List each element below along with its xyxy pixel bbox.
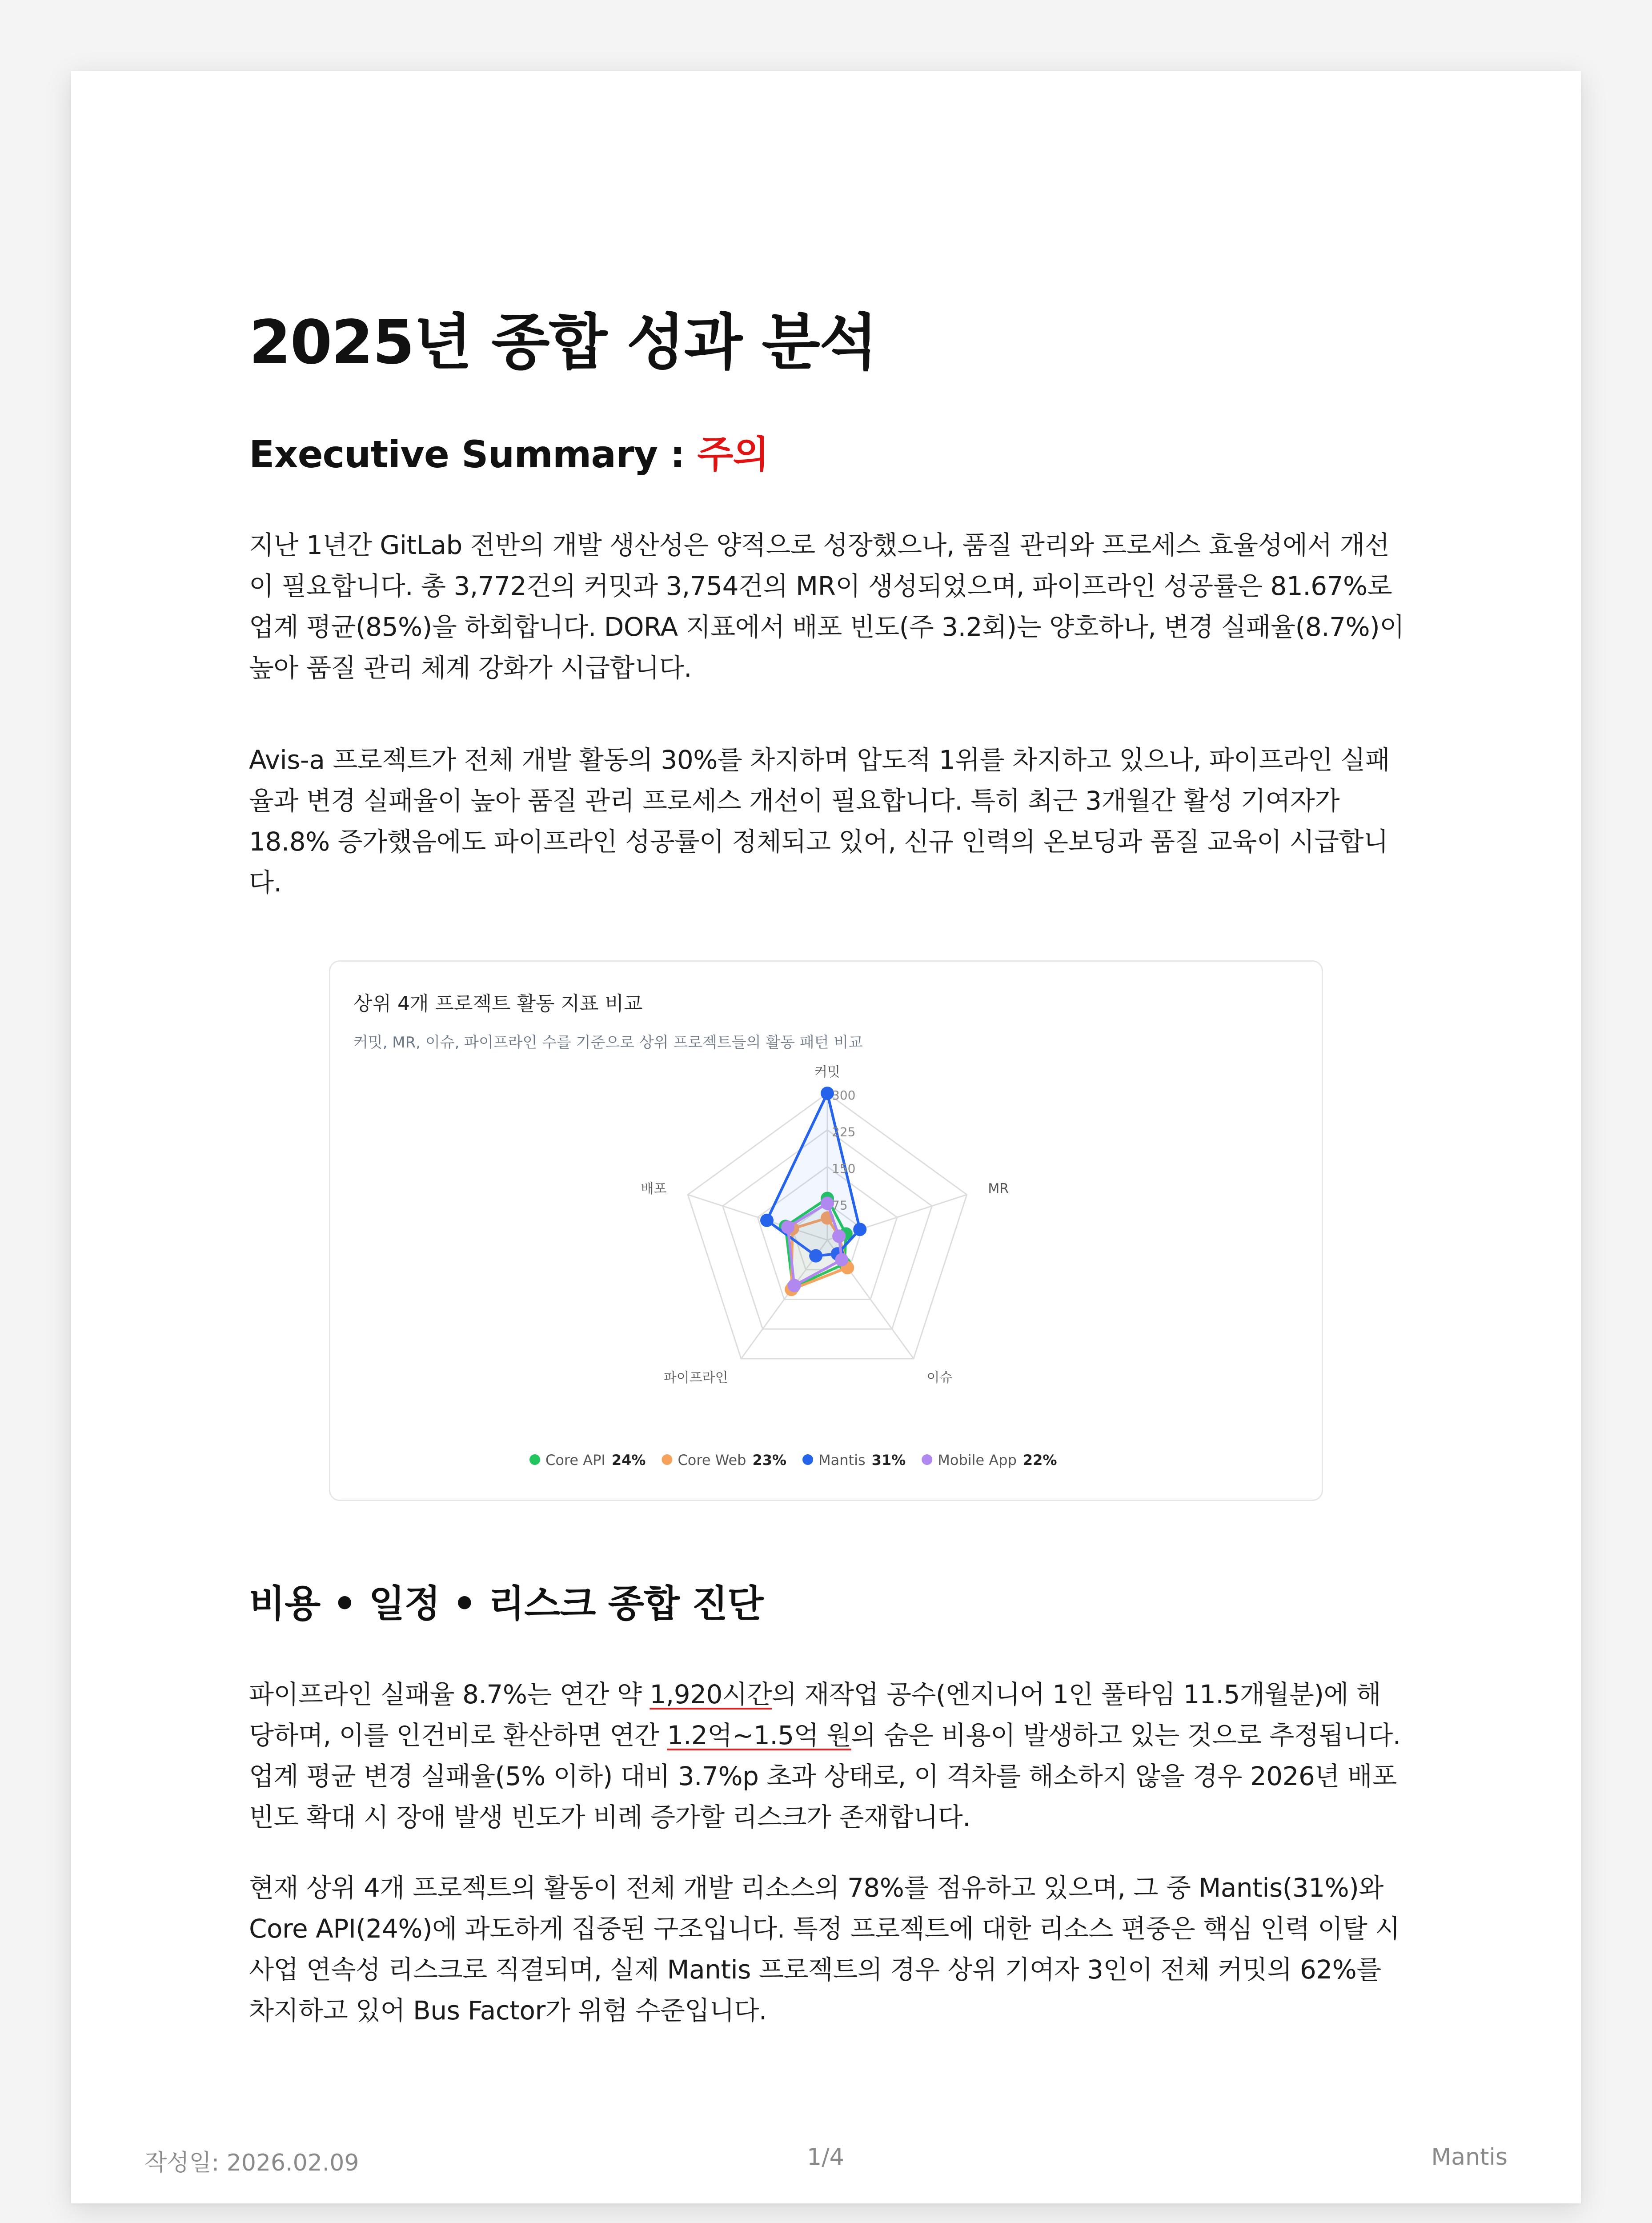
legend-entry-label: Core Web (678, 1452, 746, 1469)
executive-summary-heading (249, 425, 769, 478)
radar-tick-label: 300 (832, 1088, 856, 1103)
legend-entry-share: 23% (752, 1452, 787, 1469)
highlight-hidden-cost: 1.2억~1.5억 원 (667, 1720, 851, 1750)
footer-date: 작성일: 2026.02.09 (144, 2150, 359, 2176)
summary-paragraph-2: Avis-a 프로젝트가 전체 개발 활동의 30%를 차지하며 압도적 1위를 차지하고 있으나, 파이프라인 실패율과 변경 실패율이 높아 품질 관리 프로세스 개선이 필요합니다. 특히 최근 3개월간 활성 기여자가 18.8% 증가했음에도 파이프라인 성공률이 정체되고 있어, 신규 인력의 온보딩과 품질 교육이 시급합니다. (249, 745, 1390, 898)
radar-axis-label: 이슈 (926, 1370, 953, 1386)
legend-entry-share: 31% (871, 1452, 906, 1469)
legend-swatch (802, 1454, 813, 1465)
document-page (71, 71, 1581, 2203)
diagnosis-text-3: 의 숨은 비용이 발생하고 있는 것으로 추정됩니다. 업계 평균 변경 실패율(5% 이하) 대비 3.7%p 초과 상태로, 이 격차를 해소하지 않을 경우 2026년 배포 빈도 확대 시 장애 발생 빈도가 비례 증가할 리스크가 존재합니다. (249, 1720, 1401, 1832)
radar-axis-label: 배포 (641, 1181, 667, 1197)
chart-title: 상위 4개 프로젝트 활동 지표 비교 (353, 992, 643, 1015)
radar-axis-label: 파이프라인 (663, 1370, 728, 1386)
radar-tick-label: 225 (832, 1124, 856, 1140)
radar-data-point (760, 1214, 774, 1227)
chart-subtitle: 커밋, MR, 이슈, 파이프라인 수를 기준으로 상위 프로젝트들의 활동 패턴 비교 (353, 1034, 863, 1051)
footer-project-name: Mantis (1431, 2144, 1508, 2171)
radar-data-point (853, 1223, 866, 1236)
footer-page-number: 1/4 (807, 2144, 844, 2171)
summary-status-badge: 주의 (697, 433, 769, 476)
legend-entry-share: 22% (1022, 1452, 1057, 1469)
diagnosis-heading: 비용 • 일정 • 리스크 종합 진단 (249, 1582, 763, 1625)
legend-entry-label: Core API (545, 1452, 605, 1469)
radar-data-point (832, 1230, 846, 1243)
legend-swatch (922, 1454, 932, 1465)
legend-entry-share: 24% (611, 1452, 646, 1469)
radar-tick-label: 150 (832, 1161, 856, 1176)
radar-chart-card (329, 960, 1323, 1501)
diagnosis-paragraph-1 (249, 1674, 1405, 1838)
diagnosis-paragraph-2: 현재 상위 4개 프로젝트의 활동이 전체 개발 리소스의 78%를 점유하고 있으며, 그 중 Mantis(31%)와 Core API(24%)에 과도하게 집중된 구조입니다. 특정 프로젝트에 대한 리소스 편중은 핵심 인력 이탈 시 사업 연속성 리스크로 직결되며, 실제 Mantis 프로젝트의 경우 상위 기여자 3인이 전체 커밋의 62%를 차지하고 있어 Bus Factor가 위험 수준입니다. (249, 1873, 1400, 2026)
radar-data-point (781, 1220, 794, 1234)
radar-tick-label: 75 (832, 1198, 848, 1213)
radar-chart (330, 962, 1324, 1502)
legend-swatch (662, 1454, 672, 1465)
executive-summary-label: Executive Summary : (249, 433, 698, 476)
legend-entry-label: Mobile App (938, 1452, 1017, 1469)
diagnosis-text-1: 파이프라인 실패율 8.7%는 연간 약 (249, 1679, 650, 1709)
radar-data-point (788, 1279, 801, 1292)
radar-data-point (835, 1253, 848, 1266)
radar-axis-label: 커밋 (814, 1064, 840, 1080)
legend-swatch (529, 1454, 540, 1465)
page-title: 2025년 종합 성과 분석 (249, 308, 877, 378)
diagnosis-text-2: 의 재작업 공수(엔지니어 1인 풀타임 11.5개월분)에 해당하며, 이를 인건비로 환산하면 연간 (249, 1679, 1381, 1750)
highlight-rework-hours: 1,920시간 (650, 1679, 772, 1709)
radar-axis-label: MR (988, 1181, 1009, 1197)
summary-paragraph-1: 지난 1년간 GitLab 전반의 개발 생산성은 양적으로 성장했으나, 품질 관리와 프로세스 효율성에서 개선이 필요합니다. 총 3,772건의 커밋과 3,754건의 MR이 생성되었으며, 파이프라인 성공률은 81.67%로 업계 평균(85%)을 하회합니다. DORA 지표에서 배포 빈도(주 3.2회)는 양호하나, 변경 실패율(8.7%)이 높아 품질 관리 체계 강화가 시급합니다. (249, 530, 1404, 683)
legend-entry-label: Mantis (818, 1452, 866, 1469)
